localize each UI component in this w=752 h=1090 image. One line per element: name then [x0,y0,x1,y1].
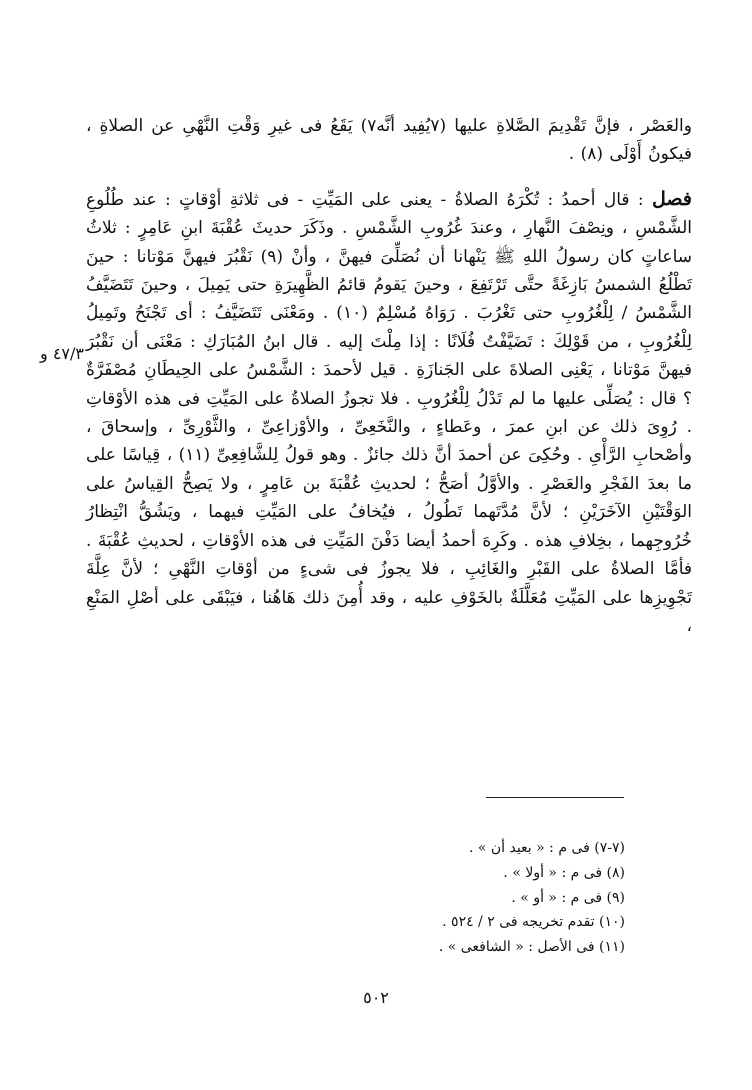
margin-reference: ٤٧/٣ و [40,344,84,363]
footnote-item: (٧-٧) فى م : « بعيد أن » . [468,840,625,856]
page-number: ٥٠٢ [363,988,389,1007]
paragraph-2 [86,185,692,641]
footnote-item: (٩) فى م : « أو » . [511,889,625,906]
footnote-separator [486,797,624,798]
footnote-item: (١١) فى الأصل : « الشافعى » . [438,939,625,956]
paragraph-2-text: : قال أحمدُ : تُكْرَهُ الصلاةُ - يعنى على المَيِّتِ - فى ثلاثةِ أوْقاتٍ : عند طُلُوعِ الشَّمْسِ ، ونِصْفَ النَّهارِ ، وعندَ غُرُوبِ الشَّمْسِ . وذَكَرَ حديثَ عُقْبَةَ ابنِ عَامِرٍ : ثلاثُ ساعاتٍ كان رسولُ اللهِ ﷺ يَنْهانا أن نُصَلِّىَ فيهنَّ ، وأنْ (٩) نَقْبُرَ فيهنَّ مَوْتانا : حينَ تَطْلُعُ الشمسُ بَازِغَةً حتَّى تَرْتَفِعَ ، وحينَ يَقومُ قائمُ الظَّهِيرَةِ حتى يَمِيلَ ، وحينَ تَتَضَيَّفُ الشَّمْسُ / لِلْغُرُوبِ حتى تَغْرُبَ . رَوَاهُ مُسْلِمٌ (١٠) . ومَعْنَى تَتَضَيَّفُ : أى تَجْنَحُ وتَمِيلُ لِلْغُرُوبِ ، من قَوْلِكَ : تَضَيَّفْتُ فُلَانًا : إذا مِلْتَ إليه . قال ابنُ المُبَارَكِ : مَعْنَى أن نَقْبُرَ فيهنَّ مَوْتانا ، يَعْنِى الصلاةَ على الجَنازَةِ . قيل لأحمدَ : الشَّمْسُ على الحِيطَانِ مُصْفَرَّةٌ ؟ قال : يُصَلِّى عليها ما لم تَدْلُ لِلْغُرُوبِ . فلا تجوزُ الصلاةُ على المَيِّتِ فى هذه الأوْقاتِ . رُوِىَ ذلك عن ابنِ عمرَ ، وعَطاءٍ ، والنَّخَعِىِّ ، والأوْزاعِىِّ ، والثَّوْرِىِّ ، وإسحاقَ ، وأصْحابِ الرَّأْىِ . وحُكِىَ عن أحمدَ أنَّ ذلك جائزٌ . وهو قولُ لِلشَّافِعِىِّ (١١) ، قِياسًا على ما بعدَ الفَجْرِ والعَصْرِ . والأوَّلُ أصَحُّ ؛ لحديثِ عُقْبَةَ بن عَامِرٍ ، ولا يَصِحُّ القِياسُ على الوَقْتَيْنِ الآخَرَيْنِ ؛ لأنَّ مُدَّتَهما تَطُولُ ، فيُخافُ على المَيِّتِ فيهما ، ويَشُقُّ انْتِظارُ خُرُوجِهما ، بخِلافِ هذه . وكَرِهَ أحمدُ أيضا دَفْنَ المَيِّتِ فى هذه الأوْقاتِ ، لحديثِ عُقْبَةَ . فأمَّا الصلاةُ على القَبْرِ والغَائِبِ ، فلا يجوزُ فى شىءٍ من أوْقاتِ النَّهْىِ ؛ لأنَّ عِلَّةَ تَجْوِيزِها على المَيِّتِ مُعَلَّلَةٌ بالخَوْفِ عليه ، وقد أُمِنَ ذلك هَاهُنا ، فيَبْقَى على أصْلِ المَنْعِ ، [86,189,692,636]
footnotes [200,836,625,960]
paragraph-1: والعَصْر ، فإنَّ تَقْدِيمَ الصَّلاةِ عليها (٧يُفِيد أنَّه٧) يَقَعُ فى غيرِ وَقْتِ النَّهْىِ عن الصلاةِ ، فيكونُ أَوْلَى (٨) . [86,116,692,165]
footnote-item: (٨) فى م : « أولا » . [503,864,625,881]
main-text-block [86,112,692,640]
section-heading-fasl: فصل [652,187,692,210]
footnote-item: (١٠) تقدم تخريجه فى ٢ / ٥٢٤ . [442,914,625,931]
